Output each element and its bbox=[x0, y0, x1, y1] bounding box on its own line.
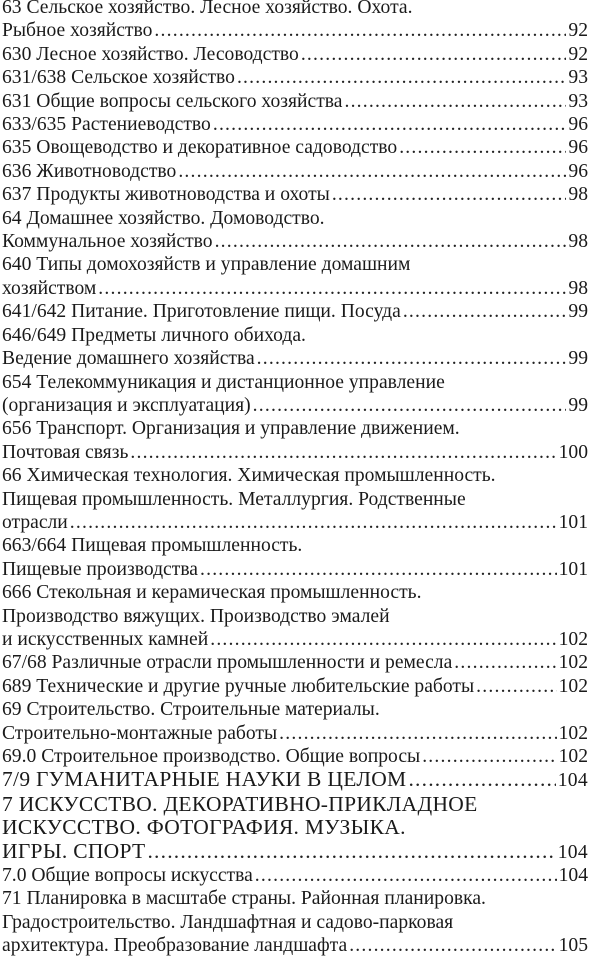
toc-entry-title-line: Почтовая связь bbox=[2, 441, 129, 463]
toc-entry[interactable] bbox=[2, 675, 588, 698]
toc-entry-last-line bbox=[2, 66, 588, 89]
page-number: 98 bbox=[568, 184, 588, 206]
toc-entry-title-line: 636 Животноводство bbox=[2, 160, 177, 182]
toc-entry-last-line bbox=[2, 558, 588, 581]
toc-entry[interactable] bbox=[2, 90, 588, 113]
toc-entry-title-line: 646/649 Предметы личного обихода. bbox=[2, 324, 306, 346]
toc-entry[interactable] bbox=[2, 887, 588, 957]
toc-entry-title-line: 66 Химическая технология. Химическая промышленность. bbox=[2, 465, 496, 487]
toc-entry-title-line: 640 Типы домохозяйств и управление домашним bbox=[2, 254, 411, 276]
page-number: 93 bbox=[568, 90, 588, 112]
toc-entry[interactable] bbox=[2, 581, 588, 651]
dot-leader bbox=[279, 722, 556, 745]
page-number: 96 bbox=[568, 114, 588, 136]
toc-entry[interactable] bbox=[2, 113, 588, 136]
toc-entry-title-line: 630 Лесное хозяйство. Лесоводство bbox=[2, 43, 299, 65]
page-number: 101 bbox=[558, 511, 588, 533]
page-number: 101 bbox=[558, 558, 588, 580]
dot-leader bbox=[332, 183, 567, 206]
dot-leader bbox=[476, 675, 556, 698]
dot-leader bbox=[200, 558, 557, 581]
page-number: 98 bbox=[568, 277, 588, 299]
page-number: 102 bbox=[558, 652, 588, 674]
toc-entry-title-line: 67/68 Различные отрасли промышленности и ремесла bbox=[2, 652, 453, 674]
toc-entry-title-line: Строительно-монтажные работы bbox=[2, 722, 278, 744]
toc-entry-last-line bbox=[2, 19, 588, 42]
page-number: 102 bbox=[558, 722, 588, 744]
toc-entry-title-line: и искусственных камней bbox=[2, 628, 209, 650]
toc-entry[interactable] bbox=[2, 864, 588, 887]
toc-entry-title-line: 654 Телекоммуникация и дистанционное управление bbox=[2, 371, 445, 393]
dot-leader bbox=[215, 230, 567, 253]
dot-leader bbox=[301, 43, 567, 66]
dot-leader bbox=[257, 347, 567, 370]
dot-leader bbox=[403, 300, 567, 323]
toc-entry-title-line: Градостроительство. Ландшафтная и садово-парковая bbox=[2, 911, 454, 933]
toc-entry[interactable] bbox=[2, 534, 588, 581]
page-number: 99 bbox=[568, 301, 588, 323]
toc-entry-last-line bbox=[2, 230, 588, 253]
page-number: 105 bbox=[558, 935, 588, 957]
toc-entry-last-line bbox=[2, 277, 588, 300]
page-number: 99 bbox=[568, 394, 588, 416]
toc-entry-last-line bbox=[2, 864, 588, 887]
toc-entry-title-line: 689 Технические и другие ручные любительские работы bbox=[2, 675, 475, 697]
toc-entry-title-line: 641/642 Питание. Приготовление пищи. Посуда bbox=[2, 301, 401, 323]
toc-entry-last-line bbox=[2, 347, 588, 370]
toc-entry-last-line bbox=[2, 745, 588, 768]
toc-entry-last-line bbox=[2, 136, 588, 159]
page-number: 104 bbox=[558, 865, 588, 887]
toc-entry[interactable] bbox=[2, 253, 588, 300]
toc-entry-title-line: 656 Транспорт. Организация и управление движением. bbox=[2, 418, 460, 440]
toc-entry-last-line bbox=[2, 628, 588, 651]
dot-leader bbox=[255, 864, 557, 887]
dot-leader bbox=[237, 66, 566, 89]
toc-entry-title-line: 637 Продукты животноводства и охоты bbox=[2, 184, 330, 206]
toc-entry[interactable] bbox=[2, 66, 588, 89]
toc-entry-last-line bbox=[2, 651, 588, 674]
page-number: 100 bbox=[558, 441, 588, 463]
dot-leader bbox=[210, 628, 556, 651]
toc-entry-title-line: Производство вяжущих. Производство эмалей bbox=[2, 605, 390, 627]
dot-leader bbox=[178, 160, 566, 183]
toc-entry-title-line: Рыбное хозяйство bbox=[2, 20, 153, 42]
toc-entry-title-line: (организация и эксплуатация) bbox=[2, 394, 251, 416]
toc-entry[interactable] bbox=[2, 300, 588, 323]
toc-entry[interactable] bbox=[2, 745, 588, 768]
dot-leader bbox=[422, 745, 556, 768]
toc-entry-title-line: отрасли bbox=[2, 511, 68, 533]
toc-entry-last-line bbox=[2, 934, 588, 957]
toc-entry-last-line bbox=[2, 441, 588, 464]
page-number: 92 bbox=[568, 43, 588, 65]
toc-entry[interactable] bbox=[2, 207, 588, 254]
page-number: 96 bbox=[568, 160, 588, 182]
toc-entry-title-line: Коммунальное хозяйство bbox=[2, 231, 213, 253]
page-number: 102 bbox=[558, 675, 588, 697]
page-number: 96 bbox=[568, 137, 588, 159]
toc-entry-last-line bbox=[2, 840, 588, 864]
toc-entry[interactable] bbox=[2, 43, 588, 66]
toc-entry-title-line: Пищевые производства bbox=[2, 558, 199, 580]
toc-entry[interactable] bbox=[2, 183, 588, 206]
toc-entry-title-line: 631 Общие вопросы сельского хозяйства bbox=[2, 90, 343, 112]
page-number: 99 bbox=[568, 348, 588, 370]
toc-entry[interactable] bbox=[2, 136, 588, 159]
toc-entry-last-line bbox=[2, 394, 588, 417]
toc-entry[interactable] bbox=[2, 0, 588, 43]
toc-entry-title-line: 7/9 ГУМАНИТАРНЫЕ НАУКИ В ЦЕЛОМ bbox=[2, 767, 407, 792]
toc-entry[interactable] bbox=[2, 371, 588, 418]
toc-entry-last-line bbox=[2, 722, 588, 745]
toc-entry-title-line: хозяйством bbox=[2, 277, 97, 299]
toc-entry-title-line: 631/638 Сельское хозяйство bbox=[2, 67, 235, 89]
toc-entry[interactable] bbox=[2, 698, 588, 745]
toc-entry-title-line: 69.0 Строительное производство. Общие вопросы bbox=[2, 746, 421, 767]
dot-leader bbox=[344, 90, 566, 113]
toc-entry-last-line bbox=[2, 300, 588, 323]
toc-entry-title-line: архитектура. Преобразование ландшафта bbox=[2, 935, 348, 957]
toc-entry-title-line: 635 Овощеводство и декоративное садоводство bbox=[2, 137, 398, 159]
table-of-contents bbox=[2, 0, 588, 958]
toc-entry-title-line: 64 Домашнее хозяйство. Домоводство. bbox=[2, 207, 325, 229]
dot-leader bbox=[154, 19, 566, 42]
dot-leader bbox=[213, 113, 567, 136]
toc-entry-last-line bbox=[2, 160, 588, 183]
page-number: 104 bbox=[557, 770, 588, 792]
toc-entry-last-line bbox=[2, 675, 588, 698]
dot-leader bbox=[399, 136, 566, 159]
page-number: 93 bbox=[568, 67, 588, 89]
dot-leader bbox=[147, 840, 555, 863]
toc-entry-last-line bbox=[2, 511, 588, 534]
toc-entry-title-line: ИГРЫ. СПОРТ bbox=[2, 838, 146, 863]
toc-entry-title-line: ИСКУССТВО. ФОТОГРАФИЯ. МУЗЫКА. bbox=[2, 816, 406, 840]
page-number: 102 bbox=[558, 746, 588, 767]
dot-leader bbox=[408, 768, 555, 791]
toc-entry-title-line: 7 ИСКУССТВО. ДЕКОРАТИВНО-ПРИКЛАДНОЕ bbox=[2, 792, 478, 816]
toc-entry-last-line bbox=[2, 183, 588, 206]
dot-leader bbox=[70, 511, 557, 534]
toc-entry[interactable] bbox=[2, 793, 588, 864]
page-number: 98 bbox=[568, 231, 588, 253]
toc-entry-title-line: Пищевая промышленность. Металлургия. Родственные bbox=[2, 488, 466, 510]
toc-entry[interactable] bbox=[2, 324, 588, 371]
toc-entry-title-line: 71 Планировка в масштабе страны. Районная планировка. bbox=[2, 888, 486, 910]
toc-entry-last-line bbox=[2, 768, 588, 792]
toc-entry[interactable] bbox=[2, 768, 588, 792]
dot-leader bbox=[98, 277, 566, 300]
dot-leader bbox=[130, 441, 556, 464]
toc-entry[interactable] bbox=[2, 160, 588, 183]
toc-entry-title-line: 666 Стекольная и керамическая промышленность. bbox=[2, 582, 422, 604]
toc-entry-last-line bbox=[2, 90, 588, 113]
toc-entry-title-line: 7.0 Общие вопросы искусства bbox=[2, 865, 253, 887]
page-number: 92 bbox=[568, 20, 588, 42]
dot-leader bbox=[253, 394, 567, 417]
toc-entry-title-line: 69 Строительство. Строительные материалы. bbox=[2, 699, 380, 721]
toc-entry-title-line: Ведение домашнего хозяйства bbox=[2, 348, 255, 370]
dot-leader bbox=[349, 934, 556, 957]
toc-entry-last-line bbox=[2, 113, 588, 136]
toc-entry-title-line: 633/635 Растениеводство bbox=[2, 114, 211, 136]
toc-entry-title-line: 63 Сельское хозяйство. Лесное хозяйство. Охота. bbox=[2, 0, 413, 18]
toc-entry[interactable] bbox=[2, 464, 588, 534]
page-number: 102 bbox=[558, 628, 588, 650]
toc-entry[interactable] bbox=[2, 417, 588, 464]
toc-entry-last-line bbox=[2, 43, 588, 66]
toc-entry[interactable] bbox=[2, 651, 588, 674]
page-number: 104 bbox=[557, 841, 588, 863]
dot-leader bbox=[454, 651, 556, 674]
toc-entry-title-line: 663/664 Пищевая промышленность. bbox=[2, 535, 303, 557]
